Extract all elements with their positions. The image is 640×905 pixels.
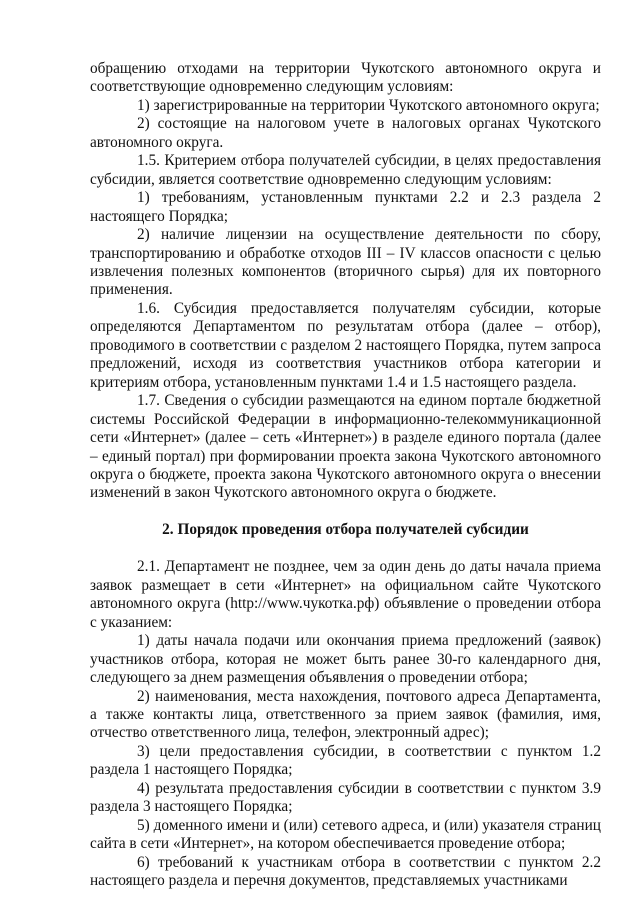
paragraphs-top [90, 60, 601, 503]
paragraph: 2.1. Департамент не позднее, чем за один день до даты начала приема заявок размещает в сети «Интернет» на официальном сайте Чукотского автономного округа (http://www.чукотка.рф) объявление о проведении отбора с указанием: [90, 558, 601, 631]
paragraph: 2) наличие лицензии на осуществление деятельности по сбору, транспортированию и обработке отходов III – IV классов опасности с целью извлечения полезных компонентов (вторичного сырья) для их повторного применения. [90, 226, 601, 299]
paragraph: 2) состоящие на налоговом учете в налоговых органах Чукотского автономного округа. [90, 115, 601, 151]
paragraph: 1.7. Сведения о субсидии размещаются на едином портале бюджетной системы Российской Федерации в информационно-телекоммуникационной сети «Интернет» (далее – сеть «Интернет») в разделе единого портала (далее – единый портал) при формировании проекта закона Чукотского автономного округа о бюджете, проекта закона Чукотского автономного округа о внесении изменений в закон Чукотского автономного округа о бюджете. [90, 392, 601, 502]
document-page [90, 60, 601, 890]
paragraphs-bottom [90, 558, 601, 890]
paragraph: 1) требованиям, установленным пунктами 2.2 и 2.3 раздела 2 настоящего Порядка; [90, 189, 601, 225]
paragraph: 3) цели предоставления субсидии, в соответствии с пунктом 1.2 раздела 1 настоящего Порядка; [90, 742, 601, 779]
paragraph: 4) результата предоставления субсидии в соответствии с пунктом 3.9 раздела 3 настоящего Порядка; [90, 779, 601, 816]
paragraph: 6) требований к участникам отбора в соответствии с пунктом 2.2 настоящего раздела и перечня документов, представляемых участниками [90, 853, 601, 890]
paragraph: 5) доменного имени и (или) сетевого адреса, и (или) указателя страниц сайта в сети «Интернет», на котором обеспечивается проведение отбора; [90, 816, 601, 853]
paragraph: 2) наименования, места нахождения, почтового адреса Департамента, а также контакты лица, ответственного за прием заявок (фамилия, имя, отчество ответственного лица, телефон, электронный адрес); [90, 687, 601, 742]
section-heading: 2. Порядок проведения отбора получателей субсидии [162, 520, 529, 538]
paragraph: 1.5. Критерием отбора получателей субсидии, в целях предоставления субсидии, является соответствие одновременно следующим условиям: [90, 152, 601, 188]
paragraph: 1) даты начала подачи или окончания приема предложений (заявок) участников отбора, которая не может быть ранее 30-го календарного дня, следующего за днем размещения объявления о проведении отбора; [90, 632, 601, 687]
paragraph: обращению отходами на территории Чукотского автономного округа и соответствующие одновременно следующим условиям: [90, 60, 601, 96]
paragraph: 1.6. Субсидия предоставляется получателям субсидии, которые определяются Департаментом по результатам отбора (далее – отбор), проводимого в соответствии с разделом 2 настоящего Порядка, путем запроса предложений, исходя из соответствия участников отбора категории и критериям отбора, установленным пунктами 1.4 и 1.5 настоящего раздела. [90, 299, 601, 391]
paragraph: 1) зарегистрированные на территории Чукотского автономного округа; [137, 96, 600, 114]
